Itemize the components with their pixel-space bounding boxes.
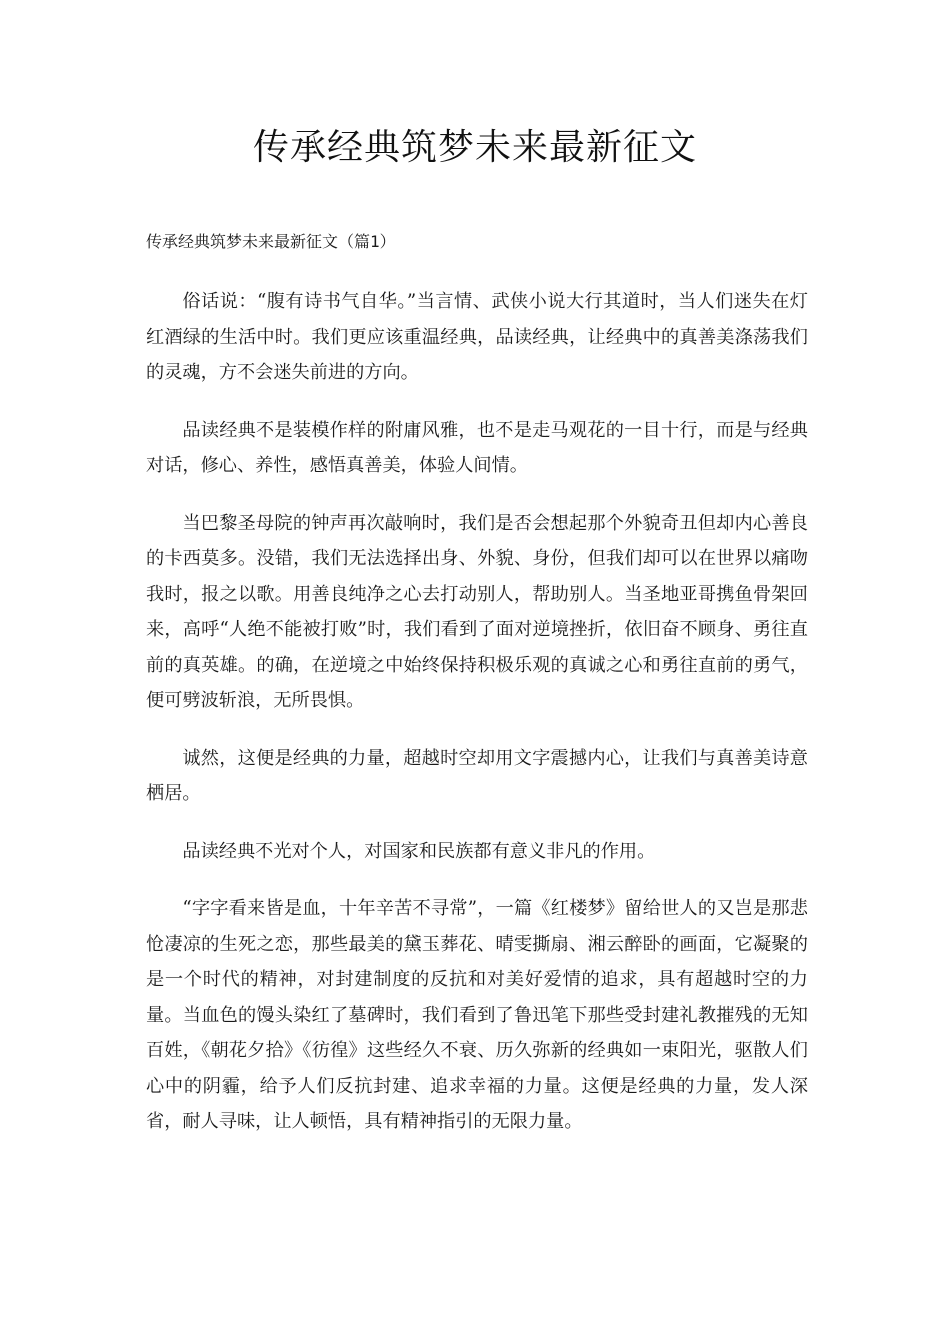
paragraph: 品读经典不是装模作样的附庸风雅，也不是走马观花的一目十行，而是与经典对话，修心、养性，感悟真善美，体验人间情。 (146, 419, 808, 476)
paragraph: “字字看来皆是血，十年辛苦不寻常”，一篇《红楼梦》留给世人的又岂是那悲怆凄凉的生死之恋，那些最美的黛玉葬花、晴雯撕扇、湘云醉卧的画面，它凝聚的是一个时代的精神，对封建制度的反抗和对美好爱情的追求，具有超越时空的力量。当血色的馒头染红了墓碑时，我们看到了鲁迅笔下那些受封建礼教摧残的无知百姓，《朝花夕拾》《彷徨》这些经久不衰、历久弥新的经典如一束阳光，驱散人们心中的阴霾，给予人们反抗封建、追求幸福的力量。这便是经典的力量，发人深省，耐人寻味，让人顿悟，具有精神指引的无限力量。 (146, 898, 808, 1132)
document-body (146, 284, 808, 1162)
paragraph: 品读经典不光对个人，对国家和民族都有意义非凡的作用。 (182, 840, 656, 862)
paragraph: 当巴黎圣母院的钟声再次敲响时，我们是否会想起那个外貌奇丑但却内心善良的卡西莫多。没错，我们无法选择出身、外貌、身份，但我们却可以在世界以痛吻我时，报之以歌。用善良纯净之心去打动别人，帮助别人。当圣地亚哥携鱼骨架回来，高呼“人绝不能被打败”时，我们看到了面对逆境挫折，依旧奋不顾身、勇往直前的真英雄。的确，在逆境之中始终保持积极乐观的真诚之心和勇往直前的勇气，便可劈波斩浪，无所畏惧。 (146, 512, 808, 711)
document-title: 传承经典筑梦未来最新征文 (252, 127, 697, 168)
paragraph: 俗话说：“腹有诗书气自华。”当言情、武侠小说大行其道时，当人们迷失在灯红酒绿的生活中时。我们更应该重温经典，品读经典，让经典中的真善美涤荡我们的灵魂，方不会迷失前进的方向。 (146, 291, 808, 383)
paragraph: 诚然，这便是经典的力量，超越时空却用文字震撼内心，让我们与真善美诗意栖居。 (146, 747, 808, 804)
section-heading: 传承经典筑梦未来最新征文（篇1） (146, 232, 396, 251)
